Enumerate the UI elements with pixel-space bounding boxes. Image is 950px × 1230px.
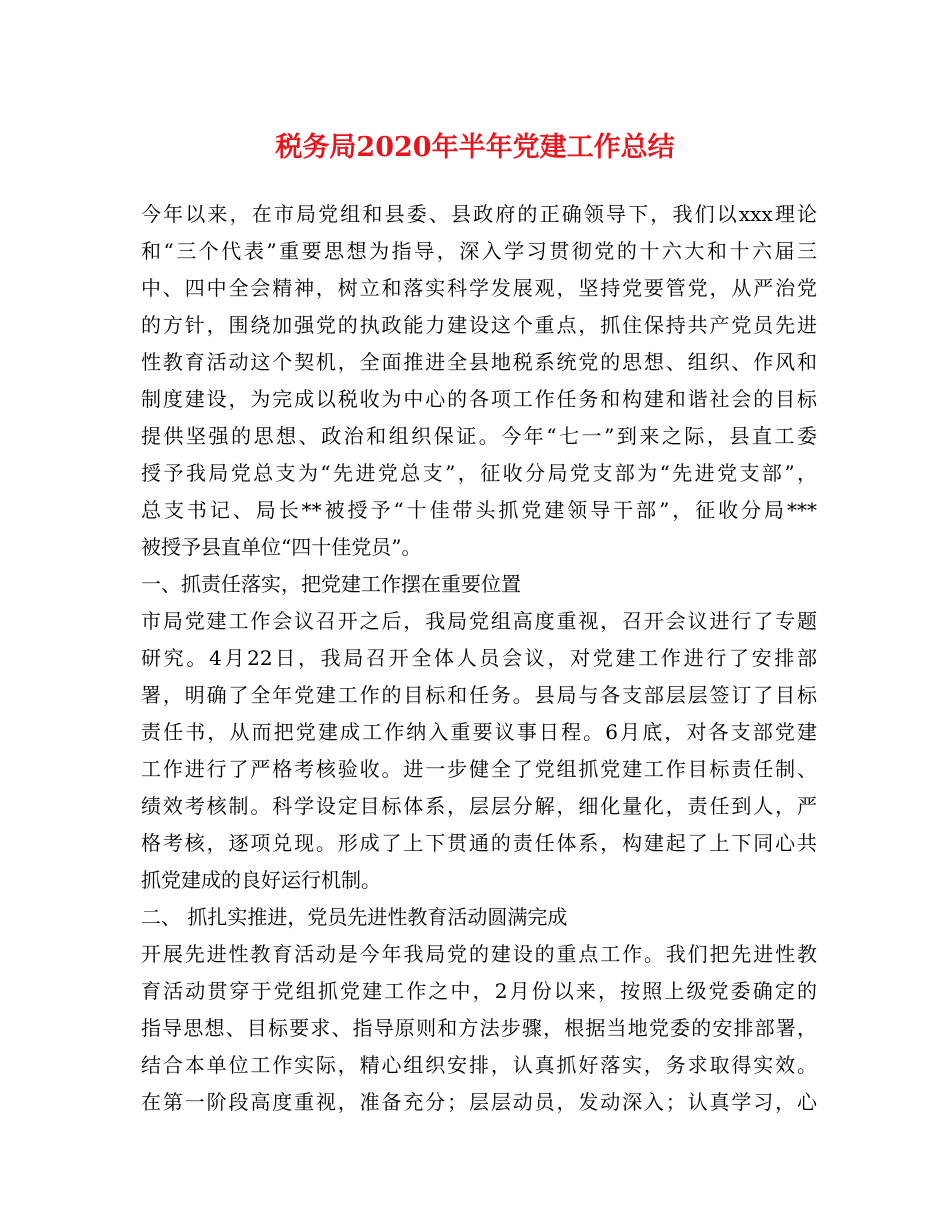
text-line: 制度建设，为完成以税收为中心的各项工作任务和构建和谐社会的目标	[141, 387, 817, 411]
text-line: 研究。4月22日，我局召开全体人员会议，对党建工作进行了安排部	[141, 646, 817, 670]
text-line: 指导思想、目标要求、指导原则和方法步骤，根据当地党委的安排部署，	[141, 1016, 817, 1040]
text-line: 开展先进性教育活动是今年我局党的建设的重点工作。我们把先进性教	[141, 942, 817, 966]
text-line: 性教育活动这个契机，全面推进全县地税系统党的思想、组织、作风和	[141, 350, 817, 374]
text-line: 育活动贯穿于党组抓党建工作之中，2月份以来，按照上级党委确定的	[141, 979, 817, 1003]
text-line: 授予我局党总支为“先进党总支”，征收分局党支部为“先进党支部”，	[141, 461, 817, 485]
text-line: 绩效考核制。科学设定目标体系，层层分解，细化量化，责任到人，严	[141, 794, 817, 818]
text-line: 提供坚强的思想、政治和组织保证。今年“七一”到来之际，县直工委	[141, 424, 817, 448]
text-line: 的方针，围绕加强党的执政能力建设这个重点，抓住保持共产党员先进	[141, 313, 817, 337]
text-line: 责任书，从而把党建成工作纳入重要议事日程。6月底，对各支部党建	[141, 720, 817, 744]
text-line: 和“三个代表”重要思想为指导，深入学习贯彻党的十六大和十六届三	[141, 239, 817, 263]
text-line: 总支书记、局长**被授予“十佳带头抓党建领导干部”，征收分局***	[141, 498, 817, 522]
text-line: 市局党建工作会议召开之后，我局党组高度重视，召开会议进行了专题	[141, 609, 817, 633]
text-line: 今年以来，在市局党组和县委、县政府的正确领导下，我们以xxx理论	[141, 202, 817, 226]
text-line: 在第一阶段高度重视，准备充分；层层动员，发动深入；认真学习，心	[141, 1090, 817, 1114]
text-line: 被授予县直单位“四十佳党员”。	[141, 535, 422, 559]
text-line: 二、 抓扎实推进，党员先进性教育活动圆满完成	[141, 905, 568, 929]
text-line: 署，明确了全年党建工作的目标和任务。县局与各支部层层签订了目标	[141, 683, 817, 707]
text-line: 格考核，逐项兑现。形成了上下贯通的责任体系，构建起了上下同心共	[141, 831, 817, 855]
text-line: 结合本单位工作实际，精心组织安排，认真抓好落实，务求取得实效。	[141, 1053, 817, 1077]
text-line: 一、抓责任落实，把党建工作摆在重要位置	[141, 572, 521, 596]
text-line: 工作进行了严格考核验收。进一步健全了党组抓党建工作目标责任制、	[141, 757, 817, 781]
document-body	[141, 196, 817, 1121]
text-line: 中、四中全会精神，树立和落实科学发展观，坚持党要管党，从严治党	[141, 276, 817, 300]
document-title: 税务局2020年半年党建工作总结	[275, 132, 675, 163]
text-line: 抓党建成的良好运行机制。	[141, 868, 381, 892]
